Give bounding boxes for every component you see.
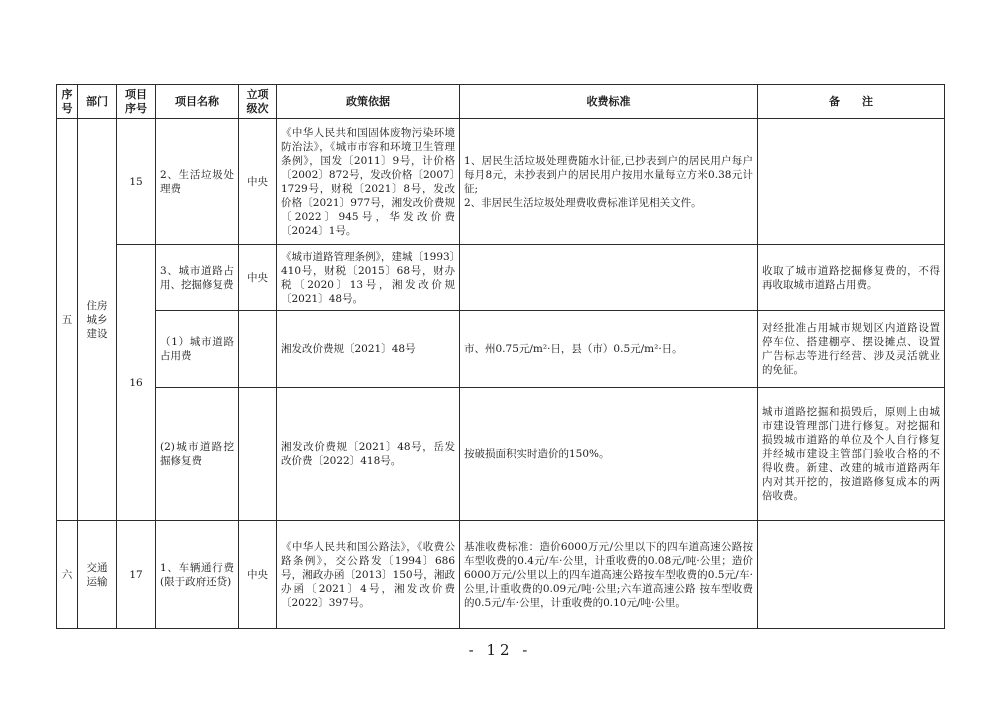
item-name: 2、生活垃圾处理费	[156, 119, 239, 245]
remarks: 城市道路挖掘和损毁后，原则上由城市建设管理部门进行修复。对挖掘和损毁城市道路的单位及个人自行修复并经城市建设主管部门验收合格的不得收费。新建、改建的城市道路两年内对其开挖的，按道路修复成本的两倍收费。	[758, 388, 945, 521]
policy-basis: 湘发改价费规〔2021〕48号	[277, 311, 460, 388]
header-standard: 收费标准	[460, 85, 758, 119]
header-level: 立项 级次	[239, 85, 277, 119]
item-no: 16	[117, 245, 156, 521]
item-level: 中央	[239, 245, 277, 311]
policy-basis: 《中华人民共和国公路法》，《收费公路条例》，交公路发〔1994〕686号，湘政办函〔2013〕150号，湘政办函〔2021〕4号，湘发改价费〔2022〕397号。	[277, 521, 460, 629]
table-row	[57, 388, 945, 521]
table-row	[57, 311, 945, 388]
fee-standard: 按破损面积实时造价的150%。	[460, 388, 758, 521]
group-seq: 六	[57, 521, 78, 629]
group-dept: 交通 运输	[78, 521, 117, 629]
page-number: - 12 -	[468, 641, 532, 659]
group-dept: 住房 城乡 建设	[78, 119, 117, 521]
header-policy: 政策依据	[277, 85, 460, 119]
item-level: 中央	[239, 521, 277, 629]
fee-table	[56, 84, 945, 629]
item-level: 中央	[239, 119, 277, 245]
fee-standard	[460, 245, 758, 311]
header-note: 备 注	[758, 85, 945, 119]
header-row	[57, 85, 945, 119]
item-level	[239, 388, 277, 521]
item-level	[239, 311, 277, 388]
item-no: 15	[117, 119, 156, 245]
header-item-no: 项目 序号	[117, 85, 156, 119]
policy-basis: 《中华人民共和国固体废物污染环境防治法》，《城市市容和环境卫生管理条例》，国发〔2011〕9号，计价格〔2002〕872号，发改价格〔2007〕1729号，财税〔2021〕8号，发改价格〔2021〕977号，湘发改价费规〔2022〕945号，华发改价费〔2024〕1号。	[277, 119, 460, 245]
remarks: 收取了城市道路挖掘修复费的，不得再收取城市道路占用费。	[758, 245, 945, 311]
item-no: 17	[117, 521, 156, 629]
header-item-name: 项目名称	[156, 85, 239, 119]
item-name: 1、车辆通行费(限于政府还贷)	[156, 521, 239, 629]
header-dept: 部门	[78, 85, 117, 119]
policy-basis: 湘发改价费规〔2021〕48号，岳发改价费〔2022〕418号。	[277, 388, 460, 521]
remarks	[758, 119, 945, 245]
table-row	[57, 521, 945, 629]
remarks	[758, 521, 945, 629]
fee-standard: 1、居民生活垃圾处理费随水计征,已抄表到户的居民用户每户每月8元，未抄表到户的居民用户按用水量每立方米0.38元计征; 2、非居民生活垃圾处理费收费标准详见相关文件。	[460, 119, 758, 245]
item-name: （1）城市道路占用费	[156, 311, 239, 388]
remarks: 对经批准占用城市规划区内道路设置停车位、搭建棚亭、摆设摊点、设置广告标志等进行经营、涉及灵活就业的免征。	[758, 311, 945, 388]
policy-basis: 《城市道路管理条例》，建城〔1993〕410号，财税〔2015〕68号，财办税〔2020〕13号，湘发改价规〔2021〕48号。	[277, 245, 460, 311]
fee-standard: 基准收费标准：造价6000万元/公里以下的四车道高速公路按车型收费的0.4元/车·公里，计重收费的0.08元/吨·公里；造价6000万元/公里以上的四车道高速公路按车型收费的0.5元/车·公里,计重收费的0.09元/吨·公里;六车道高速公路 按车型收费的0.5元/车·公里，计重收费的0.10元/吨·公里。	[460, 521, 758, 629]
item-name: 3、城市道路占用、挖掘修复费	[156, 245, 239, 311]
table-row	[57, 245, 945, 311]
table-row	[57, 119, 945, 245]
group-seq: 五	[57, 119, 78, 521]
header-seq: 序 号	[57, 85, 78, 119]
fee-standard: 市、州0.75元/m²·日，县（市）0.5元/m²·日。	[460, 311, 758, 388]
item-name: (2)城市道路挖掘修复费	[156, 388, 239, 521]
